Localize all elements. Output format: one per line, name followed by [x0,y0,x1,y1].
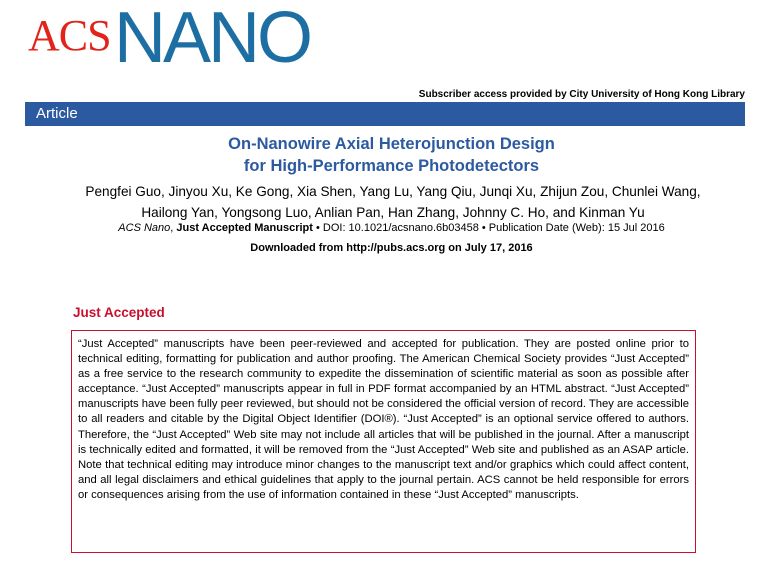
subscriber-access-note: Subscriber access provided by City University of Hong Kong Library [418,89,745,100]
journal-name: ACS Nano [118,222,171,234]
title-line-1: On-Nanowire Axial Heterojunction Design [228,135,555,153]
title-line-2: for High-Performance Photodetectors [243,157,540,175]
citation-line [0,221,783,235]
citation-details: • DOI: 10.1021/acsnano.6b03458 • Publication Date (Web): 15 Jul 2016 [312,222,665,234]
logo-nano-text: NANO [114,0,311,78]
just-accepted-heading: Just Accepted [73,305,165,320]
just-accepted-notice-box [71,330,696,553]
author-list: Pengfei Guo, Jinyou Xu, Ke Gong, Xia Shen, Yang Lu, Yang Qiu, Junqi Xu, Zhijun Zou, Chunlei Wang, Hailong Yan, Yongsong Luo, Anlian Pan, Han Zhang, Johnny C. Ho, and Kinman Yu [85,184,701,220]
logo-acs-text: ACS [28,11,111,60]
article-title [0,133,783,177]
notice-text: “Just Accepted” manuscripts have been peer-reviewed and accepted for publication. They are posted online prior to technical editing, formatting for publication and author proofing. The American Chemical Society provides “Just Accepted” as a free service to the research community to expedite the dissemination of scientific material as soon as possible after acceptance. “Just Accepted” manuscripts appear in full in PDF format accompanied by an HTML abstract. “Just Accepted” manuscripts have been fully peer reviewed, but should not be considered the official version of record. They are accessible to all readers and citable by the Digital Object Identifier (DOI®). “Just Accepted” is an optional service offered to authors. Therefore, the “Just Accepted” Web site may not include all articles that will be published in the journal. After a manuscript is technically edited and formatted, it will be removed from the “Just Accepted” Web site and published as an ASAP article. Note that technical editing may introduce minor changes to the manuscript text and/or graphics which could affect content, and all legal disclaimers and ethical guidelines that apply to the journal pertain. ACS cannot be held responsible for errors or consequences arising from the use of information contained in these “Just Accepted” manuscripts. [78,338,689,501]
section-bar [25,102,745,126]
download-note: Downloaded from http://pubs.acs.org on July 17, 2016 [250,242,533,254]
section-label: Article [36,105,78,122]
citation-separator: , [170,222,177,234]
manuscript-status: Just Accepted Manuscript [176,222,313,234]
